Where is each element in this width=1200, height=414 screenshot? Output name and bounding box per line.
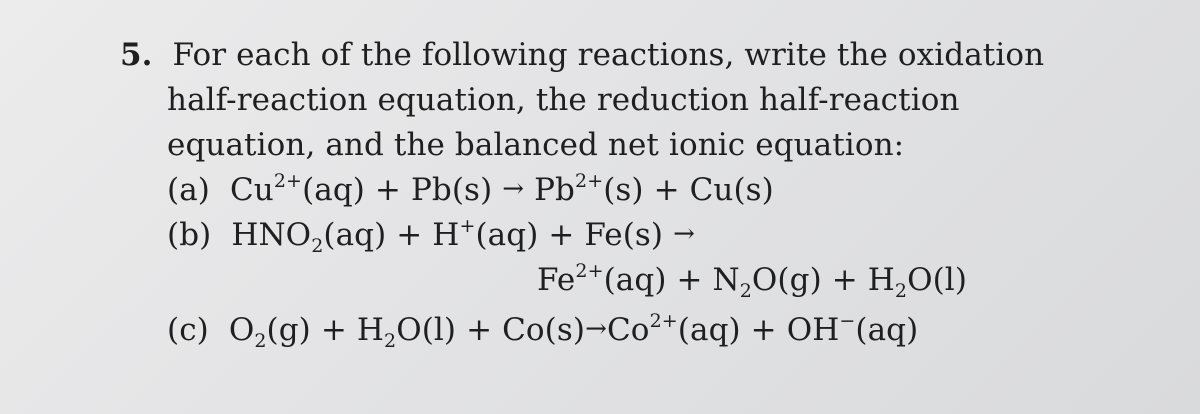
reaction-b-line-1 xyxy=(167,215,695,257)
reaction-b-part2: (aq) + H xyxy=(323,217,460,253)
reaction-c-oxygen-sub: 2 xyxy=(254,330,267,352)
reaction-c-cobalt-charge: 2+ xyxy=(649,310,678,332)
reaction-b-iron-charge: 2+ xyxy=(575,260,604,282)
reaction-c-p2: O(l) + Co(s) xyxy=(396,312,586,348)
reaction-a-products-tail: (s) + Cu(s) xyxy=(603,172,774,208)
problem-prompt-3: equation, and the balanced net ionic equation: xyxy=(167,127,905,163)
reaction-a-label: (a) xyxy=(167,172,210,208)
reaction-c-label: (c) xyxy=(167,312,209,348)
reaction-b-hydrogen-charge: + xyxy=(459,215,476,237)
reaction-a-copper: Cu xyxy=(229,172,274,208)
reaction-b-arrow: → xyxy=(673,219,695,249)
reaction-b-p1: (aq) + N xyxy=(603,262,740,298)
reaction-a-copper-charge: 2+ xyxy=(273,170,303,192)
reaction-b-p3: O(l) xyxy=(907,262,968,298)
reaction-c-hydroxide-charge: − xyxy=(839,310,856,332)
reaction-b-line-2 xyxy=(537,260,968,302)
reaction-a-reactants-tail: (aq) + Pb(s) xyxy=(302,172,493,208)
problem-prompt-2: half-reaction equation, the reduction half-reaction xyxy=(167,82,960,118)
reaction-c-oxygen: O xyxy=(228,312,255,348)
reaction-b-iron: Fe xyxy=(537,262,576,298)
reaction-b-nitrous-acid-sub: 2 xyxy=(311,235,324,257)
reaction-c xyxy=(167,310,919,352)
reaction-c-water-sub: 2 xyxy=(384,330,397,352)
problem-prompt-1: For each of the following reactions, write the oxidation xyxy=(172,37,1045,73)
reaction-c-cobalt: Co xyxy=(606,312,650,348)
reaction-b-part3: (aq) + Fe(s) xyxy=(475,217,664,253)
reaction-c-p4: (aq) xyxy=(855,312,919,348)
reaction-b-water-sub: 2 xyxy=(894,280,908,302)
reaction-b-label: (b) xyxy=(167,217,212,253)
reaction-c-p1: (g) + H xyxy=(266,312,384,348)
problem-line-1 xyxy=(120,37,1045,73)
reaction-b-nitrous-acid: HNO xyxy=(231,217,312,253)
reaction-a-lead-charge: 2+ xyxy=(575,170,604,192)
reaction-a-lead: Pb xyxy=(534,172,575,208)
problem-number: 5. xyxy=(120,37,153,73)
problem-line-2 xyxy=(167,82,960,118)
reaction-c-arrow: → xyxy=(585,314,607,344)
reaction-a xyxy=(167,170,774,208)
reaction-a-arrow: → xyxy=(502,174,525,204)
problem-line-3 xyxy=(167,127,905,163)
reaction-b-nitrogen-sub: 2 xyxy=(739,280,752,302)
reaction-c-p3: (aq) + OH xyxy=(677,312,840,348)
reaction-b-p2: O(g) + H xyxy=(751,262,895,298)
